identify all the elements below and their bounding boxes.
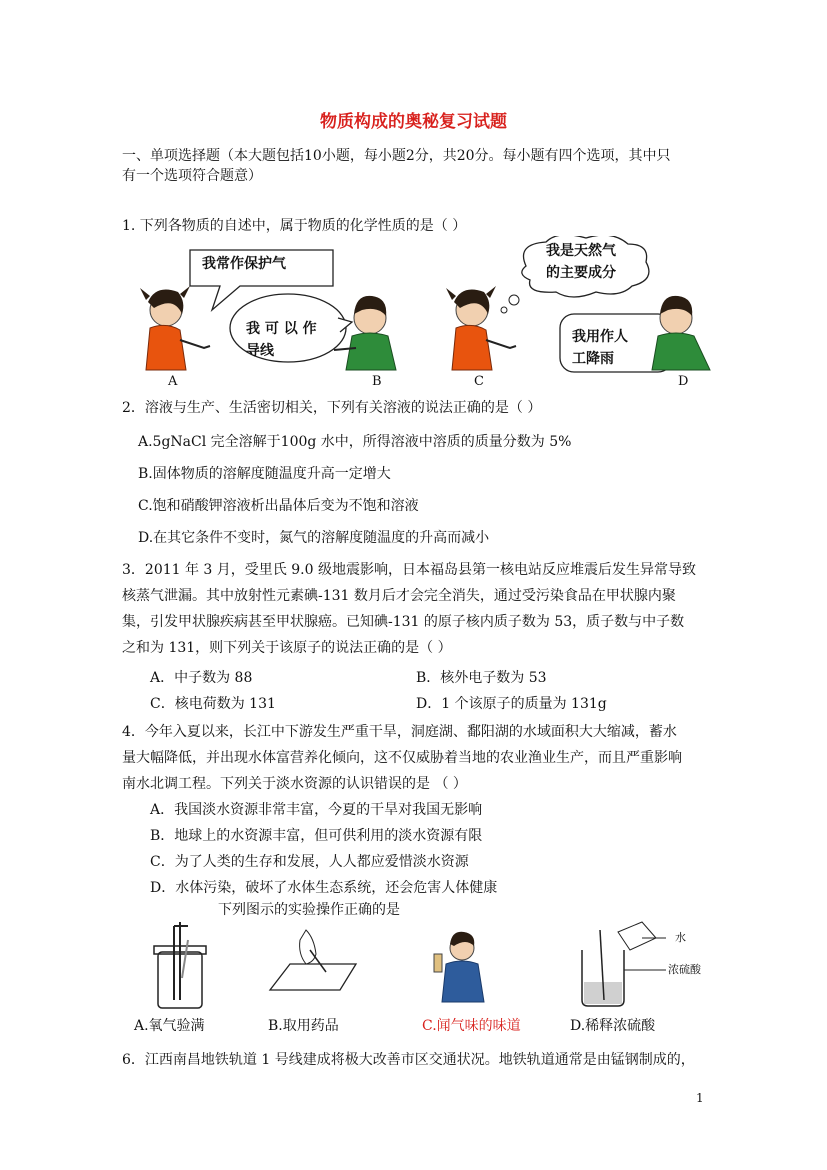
q2-option-d: D.在其它条件不变时，氮气的溶解度随温度的升高而减小 — [138, 530, 490, 546]
bubble-b-text-1: 我 可 以 作 — [246, 321, 317, 337]
q1-label-c: C — [474, 374, 484, 389]
section-heading-cont: 有一个选项符合题意） — [122, 168, 262, 184]
q1-label-a: A — [168, 374, 178, 389]
q5-label-b: B.取用药品 — [268, 1018, 339, 1034]
q2-option-c: C.饱和硝酸钾溶液析出晶体后变为不饱和溶液 — [138, 498, 419, 514]
girl-c-illustration — [446, 286, 516, 370]
dilute-acid-illustration — [582, 922, 666, 1006]
fig-label-acid: 浓硫酸 — [668, 963, 701, 976]
q5-stem: 下列图示的实验操作正确的是 — [218, 902, 400, 918]
q1-stem: 1. 下列各物质的自述中，属于物质的化学性质的是（ ） — [122, 218, 467, 234]
q3-line-2: 核蒸气泄漏。其中放射性元素碘-131 数月后才会完全消失，通过受污染食品在甲状腺内聚 — [122, 588, 676, 604]
bubble-d-text-2: 工降雨 — [572, 351, 614, 367]
bubble-b-text-2: 导线 — [246, 343, 274, 359]
bubble-c-text-2: 的主要成分 — [546, 265, 616, 281]
q1-label-d: D — [678, 374, 689, 389]
q4-option-c: C．为了人类的生存和发展，人人都应爱惜淡水资源 — [150, 854, 469, 870]
q6-stem: 6．江西南昌地铁轨道 1 号线建成将极大改善市区交通状况。地铁轨道通常是由锰钢制成的， — [122, 1052, 695, 1068]
q1-label-b: B — [372, 374, 382, 389]
q3-option-a: A．中子数为 88 — [150, 670, 253, 686]
smell-illustration — [434, 932, 484, 1002]
section-heading: 一、单项选择题（本大题包括10小题，每小题2分，共20分。每小题有四个选项，其中只 — [122, 148, 671, 164]
bubble-a-text: 我常作保护气 — [202, 256, 286, 272]
q2-option-b: B.固体物质的溶解度随温度升高一定增大 — [138, 466, 391, 482]
q3-line-1: 3．2011 年 3 月，受里氏 9.0 级地震影响，日本福岛县第一核电站反应堆震后发生异常导致 — [122, 562, 696, 578]
q5-label-d: D.稀释浓硫酸 — [570, 1018, 656, 1034]
q3-option-c: C．核电荷数为 131 — [150, 696, 276, 712]
reagent-illustration — [270, 930, 356, 990]
q3-option-b: B．核外电子数为 53 — [416, 670, 547, 686]
q4-option-a: A．我国淡水资源非常丰富，今夏的干旱对我国无影响 — [150, 802, 483, 818]
bubble-c-text-1: 我是天然气 — [546, 243, 616, 259]
girl-a-illustration — [140, 286, 210, 370]
q5-label-a: A.氧气验满 — [134, 1018, 205, 1034]
bubble-d-text-1: 我用作人 — [572, 329, 628, 345]
q4-option-b: B．地球上的水资源丰富，但可供利用的淡水资源有限 — [150, 828, 483, 844]
q3-line-3: 集，引发甲状腺疾病甚至甲状腺癌。已知碘-131 的原子核内质子数为 53，质子数与中子数 — [122, 614, 685, 630]
q2-option-a: A.5gNaCl 完全溶解于100g 水中，所得溶液中溶质的质量分数为 5% — [138, 434, 572, 450]
fig-label-water: 水 — [675, 931, 686, 944]
q5-figure — [130, 920, 690, 1012]
q4-option-d: D．水体污染，破坏了水体生态系统，还会危害人体健康 — [150, 880, 498, 896]
page-number: 1 — [696, 1091, 704, 1105]
q3-line-4: 之和为 131，则下列关于该原子的说法正确的是（ ） — [122, 640, 452, 656]
gas-jar-illustration — [154, 922, 206, 1008]
page-title: 物质构成的奥秘复习试题 — [320, 112, 507, 132]
q2-stem: 2．溶液与生产、生活密切相关，下列有关溶液的说法正确的是（ ） — [122, 400, 542, 416]
q3-option-d: D．1 个该原子的质量为 131g — [416, 696, 607, 712]
q4-line-2: 量大幅降低，并出现水体富营养化倾向，这不仅威胁着当地的农业渔业生产，而且严重影响 — [122, 750, 682, 766]
q4-line-3: 南水北调工程。下列关于淡水资源的认识错误的是 （ ） — [122, 776, 467, 792]
q5-label-c: C.闻气味的味道 — [422, 1018, 521, 1034]
q4-line-1: 4．今年入夏以来，长江中下游发生严重干旱，洞庭湖、鄱阳湖的水域面积大大缩减，蓄水 — [122, 724, 677, 740]
